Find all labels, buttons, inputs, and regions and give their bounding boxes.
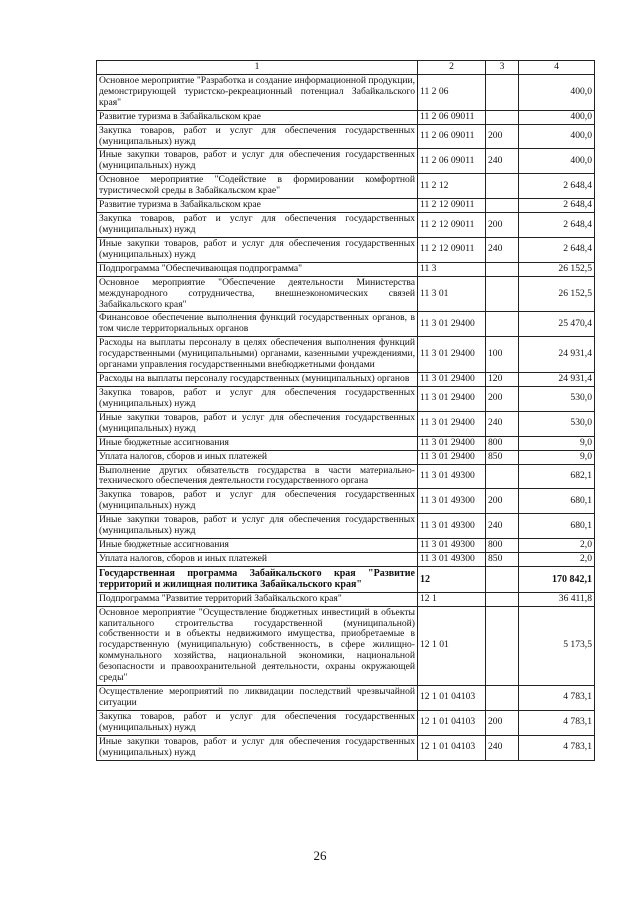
row-name: Основное мероприятие "Разработка и создание информационной продукции, демонстрирующей туристско-рекреационный потенциал Забайкальского края" bbox=[97, 74, 418, 110]
row-name: Закупка товаров, работ и услуг для обеспечения государственных (муниципальных) нужд bbox=[97, 124, 418, 149]
row-expense-type bbox=[486, 312, 519, 337]
row-amount: 400,0 bbox=[519, 149, 595, 174]
row-name: Подпрограмма "Обеспечивающая подпрограмма" bbox=[97, 262, 418, 276]
table-row bbox=[97, 110, 595, 124]
row-name: Финансовое обеспечение выполнения функций государственных органов, в том числе территориальных органов bbox=[97, 312, 418, 337]
table-row bbox=[97, 124, 595, 149]
table-row bbox=[97, 686, 595, 711]
row-expense-type bbox=[486, 592, 519, 606]
budget-table bbox=[96, 60, 595, 761]
row-code: 11 3 01 29400 bbox=[418, 436, 486, 450]
row-name: Расходы на выплаты персоналу в целях обеспечения выполнения функций государственными (муниципальными) органами, казенными учреждениями, органами управления государственными внебюджетными фондами bbox=[97, 337, 418, 373]
row-code: 12 1 01 04103 bbox=[418, 686, 486, 711]
row-code: 11 3 01 49300 bbox=[418, 489, 486, 514]
table-row bbox=[97, 337, 595, 373]
row-expense-type bbox=[486, 464, 519, 489]
table-row bbox=[97, 436, 595, 450]
table-row bbox=[97, 464, 595, 489]
row-amount: 2 648,4 bbox=[519, 213, 595, 238]
row-name: Иные закупки товаров, работ и услуг для обеспечения государственных (муниципальных) нужд bbox=[97, 237, 418, 262]
row-name: Основное мероприятие "Содействие в формировании комфортной туристической среды в Забайкальском крае" bbox=[97, 174, 418, 199]
row-amount: 2 648,4 bbox=[519, 174, 595, 199]
row-code: 11 3 01 49300 bbox=[418, 552, 486, 566]
row-amount: 26 152,5 bbox=[519, 262, 595, 276]
row-amount: 4 783,1 bbox=[519, 686, 595, 711]
row-expense-type: 200 bbox=[486, 386, 519, 411]
row-amount: 400,0 bbox=[519, 74, 595, 110]
table-row bbox=[97, 592, 595, 606]
row-amount: 9,0 bbox=[519, 450, 595, 464]
row-expense-type bbox=[486, 74, 519, 110]
row-name: Закупка товаров, работ и услуг для обеспечения государственных (муниципальных) нужд bbox=[97, 489, 418, 514]
row-name: Подпрограмма "Развитие территорий Забайкальского края" bbox=[97, 592, 418, 606]
table-row bbox=[97, 606, 595, 685]
row-name: Выполнение других обязательств государства в части материально-технического обеспечения деятельности государственного органа bbox=[97, 464, 418, 489]
row-amount: 680,1 bbox=[519, 489, 595, 514]
table-row bbox=[97, 386, 595, 411]
header-col-2: 2 bbox=[418, 61, 486, 75]
table-row bbox=[97, 411, 595, 436]
table-row bbox=[97, 237, 595, 262]
row-code: 11 3 01 29400 bbox=[418, 373, 486, 387]
page-number: 26 bbox=[313, 848, 327, 863]
row-amount: 25 470,4 bbox=[519, 312, 595, 337]
row-amount: 9,0 bbox=[519, 436, 595, 450]
row-expense-type bbox=[486, 606, 519, 685]
table-row bbox=[97, 373, 595, 387]
row-amount: 682,1 bbox=[519, 464, 595, 489]
row-code: 11 2 06 09011 bbox=[418, 110, 486, 124]
table-row bbox=[97, 213, 595, 238]
row-expense-type: 120 bbox=[486, 373, 519, 387]
row-name: Иные закупки товаров, работ и услуг для обеспечения государственных (муниципальных) нужд bbox=[97, 411, 418, 436]
row-name: Иные закупки товаров, работ и услуг для обеспечения государственных (муниципальных) нужд bbox=[97, 149, 418, 174]
row-code: 11 3 01 49300 bbox=[418, 464, 486, 489]
row-name: Иные бюджетные ассигнования bbox=[97, 539, 418, 553]
row-code: 11 3 01 29400 bbox=[418, 312, 486, 337]
row-amount: 24 931,4 bbox=[519, 337, 595, 373]
table-row bbox=[97, 514, 595, 539]
row-code: 12 bbox=[418, 566, 486, 592]
row-amount: 26 152,5 bbox=[519, 276, 595, 312]
table-row bbox=[97, 710, 595, 735]
row-expense-type: 240 bbox=[486, 237, 519, 262]
row-name: Иные бюджетные ассигнования bbox=[97, 436, 418, 450]
row-expense-type bbox=[486, 276, 519, 312]
row-name: Осуществление мероприятий по ликвидации последствий чрезвычайной ситуации bbox=[97, 686, 418, 711]
row-name: Уплата налогов, сборов и иных платежей bbox=[97, 450, 418, 464]
row-amount: 36 411,8 bbox=[519, 592, 595, 606]
row-amount: 4 783,1 bbox=[519, 735, 595, 760]
row-code: 11 2 12 09011 bbox=[418, 213, 486, 238]
row-name: Закупка товаров, работ и услуг для обеспечения государственных (муниципальных) нужд bbox=[97, 213, 418, 238]
row-name: Государственная программа Забайкальского края "Развитие территорий и жилищная политика Забайкальского края" bbox=[97, 566, 418, 592]
table-header-row bbox=[97, 61, 595, 75]
row-name: Уплата налогов, сборов и иных платежей bbox=[97, 552, 418, 566]
table-row bbox=[97, 735, 595, 760]
row-name: Основное мероприятие "Обеспечение деятельности Министерства международного сотрудничества, внешнеэкономических связей Забайкальского края" bbox=[97, 276, 418, 312]
table-row bbox=[97, 552, 595, 566]
header-col-4: 4 bbox=[519, 61, 595, 75]
row-amount: 400,0 bbox=[519, 110, 595, 124]
row-amount: 530,0 bbox=[519, 386, 595, 411]
row-name: Расходы на выплаты персоналу государственных (муниципальных) органов bbox=[97, 373, 418, 387]
table-row bbox=[97, 489, 595, 514]
table-row bbox=[97, 149, 595, 174]
row-expense-type bbox=[486, 199, 519, 213]
row-code: 12 1 01 bbox=[418, 606, 486, 685]
row-expense-type: 240 bbox=[486, 735, 519, 760]
row-name: Иные закупки товаров, работ и услуг для обеспечения государственных (муниципальных) нужд bbox=[97, 514, 418, 539]
row-name: Закупка товаров, работ и услуг для обеспечения государственных (муниципальных) нужд bbox=[97, 710, 418, 735]
row-expense-type: 200 bbox=[486, 213, 519, 238]
header-col-1: 1 bbox=[97, 61, 418, 75]
row-code: 11 2 06 09011 bbox=[418, 124, 486, 149]
row-expense-type bbox=[486, 686, 519, 711]
row-expense-type: 200 bbox=[486, 710, 519, 735]
row-amount: 2 648,4 bbox=[519, 237, 595, 262]
row-code: 11 2 12 09011 bbox=[418, 237, 486, 262]
row-code: 11 3 01 29400 bbox=[418, 411, 486, 436]
row-expense-type bbox=[486, 110, 519, 124]
row-amount: 170 842,1 bbox=[519, 566, 595, 592]
row-name: Развитие туризма в Забайкальском крае bbox=[97, 199, 418, 213]
row-code: 11 3 01 bbox=[418, 276, 486, 312]
row-code: 11 3 01 49300 bbox=[418, 539, 486, 553]
row-name: Иные закупки товаров, работ и услуг для обеспечения государственных (муниципальных) нужд bbox=[97, 735, 418, 760]
row-amount: 5 173,5 bbox=[519, 606, 595, 685]
row-expense-type: 240 bbox=[486, 514, 519, 539]
row-code: 12 1 01 04103 bbox=[418, 735, 486, 760]
row-code: 11 2 06 09011 bbox=[418, 149, 486, 174]
table-body bbox=[97, 74, 595, 760]
table-row bbox=[97, 450, 595, 464]
row-expense-type bbox=[486, 262, 519, 276]
row-expense-type: 240 bbox=[486, 411, 519, 436]
row-amount: 680,1 bbox=[519, 514, 595, 539]
row-amount: 2,0 bbox=[519, 539, 595, 553]
row-code: 11 3 01 49300 bbox=[418, 514, 486, 539]
row-code: 11 2 12 09011 bbox=[418, 199, 486, 213]
row-expense-type: 850 bbox=[486, 552, 519, 566]
row-expense-type: 240 bbox=[486, 149, 519, 174]
row-code: 11 3 01 29400 bbox=[418, 337, 486, 373]
table-row bbox=[97, 539, 595, 553]
row-amount: 2 648,4 bbox=[519, 199, 595, 213]
row-code: 11 3 01 29400 bbox=[418, 450, 486, 464]
row-amount: 530,0 bbox=[519, 411, 595, 436]
row-amount: 24 931,4 bbox=[519, 373, 595, 387]
row-name: Развитие туризма в Забайкальском крае bbox=[97, 110, 418, 124]
row-expense-type: 800 bbox=[486, 539, 519, 553]
row-expense-type: 800 bbox=[486, 436, 519, 450]
table-row bbox=[97, 74, 595, 110]
row-expense-type: 200 bbox=[486, 124, 519, 149]
row-expense-type bbox=[486, 566, 519, 592]
table-row bbox=[97, 566, 595, 592]
row-amount: 4 783,1 bbox=[519, 710, 595, 735]
row-name: Закупка товаров, работ и услуг для обеспечения государственных (муниципальных) нужд bbox=[97, 386, 418, 411]
row-code: 11 3 01 29400 bbox=[418, 386, 486, 411]
row-expense-type: 850 bbox=[486, 450, 519, 464]
row-expense-type: 200 bbox=[486, 489, 519, 514]
row-code: 11 3 bbox=[418, 262, 486, 276]
table-row bbox=[97, 174, 595, 199]
table-row bbox=[97, 199, 595, 213]
row-name: Основное мероприятие "Осуществление бюджетных инвестиций в объекты капитального строительства государственной (муниципальной) собственности и в объекты недвижимого имущества, приобретаемые в государственную (муниципальную) собственность, в сфере жилищно-коммунального хозяйства, национальной экономики, национальной безопасности и правоохранительной деятельности, охраны окружающей среды" bbox=[97, 606, 418, 685]
table-row bbox=[97, 312, 595, 337]
row-code: 12 1 bbox=[418, 592, 486, 606]
header-col-3: 3 bbox=[486, 61, 519, 75]
row-code: 11 2 06 bbox=[418, 74, 486, 110]
row-amount: 2,0 bbox=[519, 552, 595, 566]
table-row bbox=[97, 262, 595, 276]
table-row bbox=[97, 276, 595, 312]
row-expense-type: 100 bbox=[486, 337, 519, 373]
row-code: 12 1 01 04103 bbox=[418, 710, 486, 735]
row-code: 11 2 12 bbox=[418, 174, 486, 199]
row-expense-type bbox=[486, 174, 519, 199]
row-amount: 400,0 bbox=[519, 124, 595, 149]
